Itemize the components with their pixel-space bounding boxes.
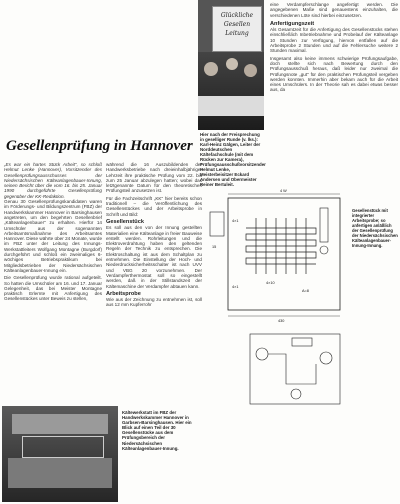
article-title: Gesellenprüfung in Hannover (6, 138, 193, 154)
col3-p3: Insgesamt also keine immens schwierige Prüfungsaufgabe, doch stellte sich nach Bewertung durch den Prüfungsausschuß heraus, daß leider nur zweimal die Prüfungsnote „gut" für den praktischen Prüfungsteil vergeben werden konnten. Immerhin aber bekam auch für die Arbeit eines Umschülers. In der Theorie sah es dabei etwas besser aus, da (270, 55, 398, 93)
workbench (8, 458, 112, 488)
group-photo (198, 0, 264, 130)
col2-p2: Für die Fachzeitschrift „KK" hier bereits schon traditionell – die Veröffentlichung des Gesellenstückes und der Arbeitsprobe in Schrift und Bild: (106, 195, 202, 217)
pipe-rack (22, 436, 104, 458)
col2-p3: Es soll aus den von der Innung gestellten Materialien eine Kälteanlage in freier Bauweise erstellt werden. Rohrleitungen und die Elektroverdrahtung haben den geltenden Regeln der Technik zu entsprechen. Die Elektroschaltung ist aus dem Schaltplan zu entnehmen. Die Einstellung der Hoch- und Niederdrucksicherheitsschalter ist nach UVV und VBG 20 vorzunehmen. Der Verdampferthermostat soll so eingestellt werden, daß in der Stillstandszeit der Kältemaschine der Verdampfer abtauen kann. (106, 225, 202, 289)
lead-paragraph: „Es war ein hartes Stück Arbeit", so schloß Helmut Lenke (Hannover), Vorsitzender des Gesellenprüfungsausschusses der Niedersächsischen Kälteanlagenbauer-Innung, seinen Bericht über die vom 16. bis 25. Januar 1990 durchgeführte Gesellenprüfung gegenüber der KK-Redaktion. (4, 162, 102, 199)
drawing-label-top: 4 W (280, 189, 287, 193)
drawing-label-left: 15 (212, 245, 217, 249)
col3-p2: Als Gesamtzeit für die Anfertigung des Gesellenstücks stehen einschließlich Inbetriebnahme und Probelauf der Kälteanlage 10 Stunden zur Verfügung, hiervon entfallen auf die Arbeitsprobe 2 Stunden und auf die Fehlersuche weitere 2 Stunden maximal. (270, 27, 398, 54)
col2-p4: Wie aus der Zeichnung zu entnehmen ist, soll aus 12 mm Kupferrohr (106, 297, 202, 308)
workshop-caption: Kältewerkstatt im FBZ der Handwerkskammer Hannover in Garbsen-Barsinghausen. Hier ein Blick auf einen Teil der 30 Gesellenstücke aus dem Prüfungsbereich der Niedersächsischen Kälteanlagenbauer-Innung. (122, 410, 192, 451)
person-1 (204, 62, 218, 76)
col1-p2: Die Gesellenprüfung wurde rational aufgeteilt. So hatten die Umschüler am 16. und 17. Januar Gelegenheit, das bei Meister Montagne praktisch Erlernte mit Anfertigung des Gesellenstückes unter Beweis zu stellen, (4, 275, 102, 302)
heading-gesellenstueck: Gesellenstück (106, 218, 144, 225)
col1-text (4, 162, 102, 302)
heading-arbeitsprobe: Arbeitsprobe (106, 290, 141, 297)
drawing-label-mid3: 4×10 (266, 281, 275, 285)
col3-text (270, 2, 398, 93)
technical-drawing (206, 188, 350, 502)
drawing-label-mid1: 4×1 (232, 219, 239, 223)
col2-text (106, 162, 202, 308)
person-3 (244, 64, 257, 77)
drawing-label-mid4: A=8 (302, 289, 309, 293)
table (198, 96, 264, 116)
drawing-caption: Gesellenstück mit integrierter Arbeitsprobe; so anfertigen anläßlich der Gesellenprüfung der Niedersächsischen Kälteanlagenbauer-Innung-Innung. (352, 208, 398, 248)
drawing-label-mid2: 4×1 (232, 285, 239, 289)
drawing-label-bottom: 430 (278, 319, 285, 323)
workshop-photo (2, 406, 118, 502)
top-photo-caption: Hier nach der Freisprechung in geselliger Runde (v. lks.): Karl-Heinz Gälgen, Leiter der Norddeutschen Kältefachschule (mit dem Rücken zur Kamera), Prüfungsausschußvorsitzender Helmut Lenke, Meisterbeisitzer Eckard Andersen und Obermeister Reiner Bertuleit. (200, 132, 266, 187)
heading-anfertigungszeit: Anfertigungszeit (270, 20, 315, 27)
col1-p1: Genau 30 Gesellenprüfungskandidaten waren im Förderungs- und Bildungszentrum (FBZ) der Handwerkskammer Hannover in Barsinghausen angetreten, um den begehrten Gesellenbrief „Kälteanlagenbauer" zu erhalten. Hierfür 14 Umschüler aus der sogenannten Arbeitsamtsmaßnahme des Arbeitsamtes Hannover. Diese währte über 24 Monate, wurde im FBZ unter der Leitung des Innungs-Werkstattleiters Wolfgang Montagne (Burgdorf) durchgeführt und schloß ein zweimaliges 6-wöchiges Betriebspraktikum bei Mitgliedsbetrieben der Niedersächsischen Kälteanlagenbauer-Innung ein. (4, 199, 102, 273)
sign-board (212, 6, 262, 52)
col3-p1: eine Verdampferschlange angefertigt werden. Die angegebenen Maße sind genauestens einzuhalten, die verschiedenen Löte sind hierbei einzusetzen. (270, 2, 398, 18)
sign-text: Glückliche Gesellen Leitung (220, 12, 254, 37)
person-2 (226, 58, 238, 70)
col2-p1: während die 16 Auszubildenden der Handwerksbetriebe nach dreieinhalbjähriger Lehrzeit ihre praktische Prüfung vom 22. bis zum 25 Januar abzulegen hatten; wobei das letztgenannte Datum für den theoretischen Prüfungsteil anzusetzen ist. (106, 162, 202, 194)
